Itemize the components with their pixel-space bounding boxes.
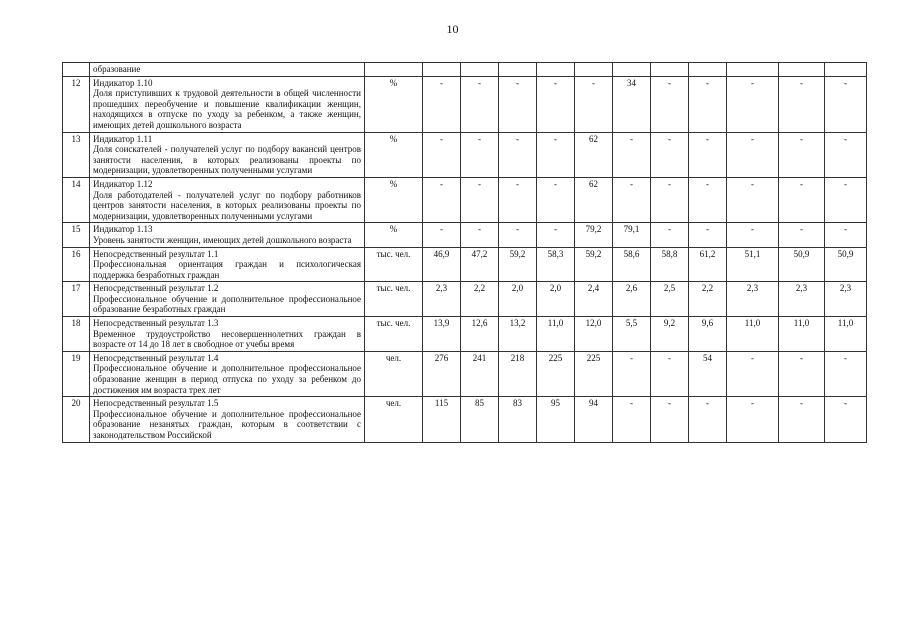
row-text: Доля соискателей - получателей услуг по подбору вакансий центров занятости населения, в которых реализованы проекты по модернизации, удовлетворенных полученными услугами [93,144,361,176]
value-cell: - [613,132,651,177]
value-cell: - [689,177,727,222]
value-cell: 2,5 [651,282,689,317]
table-row [63,351,867,396]
value-cell: - [423,76,461,132]
value-cell: - [727,223,779,247]
value-cell: - [825,397,867,442]
value-cell: 225 [537,351,575,396]
value-cell: 2,2 [689,282,727,317]
value-cell: - [727,76,779,132]
row-unit: % [365,177,423,222]
value-cell [825,63,867,77]
row-text: Временное трудоустройство несовершеннолетних граждан в возрасте от 14 до 18 лет в свободное от учебы время [93,328,361,350]
value-cell: 62 [575,132,613,177]
table-row [63,177,867,222]
value-cell: 2,2 [461,282,499,317]
value-cell [537,63,575,77]
value-cell: - [825,132,867,177]
row-text: Уровень занятости женщин, имеющих детей дошкольного возраста [93,234,352,245]
value-cell: 58,3 [537,247,575,282]
table-body [63,63,867,443]
row-description [90,351,365,396]
value-cell: - [651,132,689,177]
row-number: 18 [63,317,90,352]
value-cell: 13,9 [423,317,461,352]
value-cell: - [537,223,575,247]
row-number: 13 [63,132,90,177]
value-cell: - [537,177,575,222]
row-description: образование [90,63,365,77]
value-cell: - [613,351,651,396]
value-cell: - [727,397,779,442]
value-cell: 218 [499,351,537,396]
row-number: 16 [63,247,90,282]
table-row [63,282,867,317]
row-unit: чел. [365,397,423,442]
value-cell: 61,2 [689,247,727,282]
row-number: 20 [63,397,90,442]
value-cell: 94 [575,397,613,442]
row-title: Индикатор 1.10 [93,77,153,88]
row-text: Профессиональное обучение и дополнительное профессиональное образование незанятых граждан, которым в соответствии с законодательством Российской [93,408,361,440]
value-cell: - [537,132,575,177]
value-cell: - [825,177,867,222]
row-text: Профессиональное обучение и дополнительное профессиональное образование женщин в период отпуска по уходу за ребенком до достижения им возраста трех лет [93,363,361,395]
row-text: Профессиональная ориентация граждан и психологическая поддержка безработных граждан [93,259,361,280]
row-number: 12 [63,76,90,132]
value-cell: - [689,397,727,442]
value-cell: 225 [575,351,613,396]
value-cell: - [689,76,727,132]
row-description [90,223,365,247]
value-cell: - [537,76,575,132]
value-cell: 2,0 [537,282,575,317]
value-cell: 79,2 [575,223,613,247]
value-cell: - [461,76,499,132]
row-title: Индикатор 1.12 [93,178,153,189]
value-cell: 9,6 [689,317,727,352]
row-description [90,247,365,282]
value-cell: 59,2 [575,247,613,282]
value-cell: - [779,177,825,222]
value-cell: 58,8 [651,247,689,282]
row-description [90,177,365,222]
value-cell: 12,6 [461,317,499,352]
value-cell: - [727,351,779,396]
value-cell: 58,6 [613,247,651,282]
indicators-table [62,62,867,443]
row-description [90,76,365,132]
value-cell: - [423,132,461,177]
table-row [63,317,867,352]
value-cell: 11,0 [779,317,825,352]
value-cell: - [689,223,727,247]
value-cell: 79,1 [613,223,651,247]
value-cell: 34 [613,76,651,132]
value-cell [575,63,613,77]
row-description [90,397,365,442]
value-cell: - [461,132,499,177]
value-cell: - [613,397,651,442]
value-cell: 2,3 [779,282,825,317]
value-cell: 11,0 [537,317,575,352]
value-cell: - [651,223,689,247]
value-cell: 85 [461,397,499,442]
value-cell: 12,0 [575,317,613,352]
table-row [63,76,867,132]
page-number: 10 [446,22,459,36]
value-cell: - [825,223,867,247]
value-cell: - [651,351,689,396]
value-cell: 2,6 [613,282,651,317]
value-cell: 9,2 [651,317,689,352]
row-title: Непосредственный результат 1.1 [93,248,219,259]
value-cell [651,63,689,77]
value-cell: - [727,132,779,177]
value-cell: - [499,177,537,222]
value-cell: - [825,76,867,132]
value-cell: - [499,132,537,177]
row-unit [365,63,423,77]
value-cell: - [499,76,537,132]
value-cell: 95 [537,397,575,442]
value-cell: - [779,397,825,442]
row-unit: % [365,132,423,177]
row-description [90,282,365,317]
value-cell: - [651,397,689,442]
table-row [63,132,867,177]
table-row-continuation [63,63,867,77]
row-text: Доля приступивших к трудовой деятельности в общей численности прошедших переобучение и повышение квалификации женщин, находящихся в отпуске по уходу за ребенком, а также женщин, имеющих детей дошкольного возраста [93,88,361,130]
value-cell: - [651,177,689,222]
row-description [90,317,365,352]
row-title: Непосредственный результат 1.4 [93,352,219,363]
value-cell: 83 [499,397,537,442]
value-cell: 2,4 [575,282,613,317]
row-number: 14 [63,177,90,222]
row-unit: тыс. чел. [365,247,423,282]
value-cell: 50,9 [779,247,825,282]
row-unit: тыс. чел. [365,317,423,352]
value-cell: - [727,177,779,222]
value-cell: 46,9 [423,247,461,282]
row-number: 19 [63,351,90,396]
value-cell [727,63,779,77]
row-title: Непосредственный результат 1.3 [93,318,219,329]
value-cell: - [779,132,825,177]
value-cell: 2,3 [727,282,779,317]
value-cell: - [825,351,867,396]
value-cell: 2,3 [825,282,867,317]
row-title: Непосредственный результат 1.5 [93,398,219,409]
value-cell: 13,2 [499,317,537,352]
row-unit: чел. [365,351,423,396]
value-cell: - [499,223,537,247]
value-cell: - [461,177,499,222]
row-number [63,63,90,77]
value-cell: 47,2 [461,247,499,282]
value-cell: 2,0 [499,282,537,317]
table-row [63,223,867,247]
value-cell [689,63,727,77]
table-row [63,247,867,282]
value-cell: 11,0 [825,317,867,352]
row-unit: % [365,223,423,247]
value-cell: - [779,76,825,132]
value-cell: 51,1 [727,247,779,282]
value-cell: 2,3 [423,282,461,317]
row-title: Индикатор 1.13 [93,224,153,235]
row-title: Непосредственный результат 1.2 [93,283,219,294]
value-cell: 54 [689,351,727,396]
row-number: 15 [63,223,90,247]
value-cell: 62 [575,177,613,222]
value-cell: - [461,223,499,247]
table-row [63,397,867,442]
value-cell: 115 [423,397,461,442]
value-cell: - [613,177,651,222]
value-cell: - [423,177,461,222]
value-cell: - [689,132,727,177]
value-cell [613,63,651,77]
value-cell: 11,0 [727,317,779,352]
value-cell: 5,5 [613,317,651,352]
value-cell: - [651,76,689,132]
row-unit: тыс. чел. [365,282,423,317]
row-text: Доля работодателей - получателей услуг по подбору работников центров занятости населения, в которых реализованы проекты по модернизации, удовлетворенных полученными услугами [93,189,361,221]
value-cell: - [779,223,825,247]
value-cell: 276 [423,351,461,396]
value-cell [499,63,537,77]
row-number: 17 [63,282,90,317]
value-cell: - [575,76,613,132]
value-cell: 50,9 [825,247,867,282]
value-cell [779,63,825,77]
value-cell: 59,2 [499,247,537,282]
row-text: Профессиональное обучение и дополнительное профессиональное образование безработных граждан [93,293,361,315]
value-cell: 241 [461,351,499,396]
value-cell: - [779,351,825,396]
value-cell [461,63,499,77]
row-description [90,132,365,177]
row-unit: % [365,76,423,132]
row-title: Индикатор 1.11 [93,133,153,144]
value-cell [423,63,461,77]
value-cell: - [423,223,461,247]
